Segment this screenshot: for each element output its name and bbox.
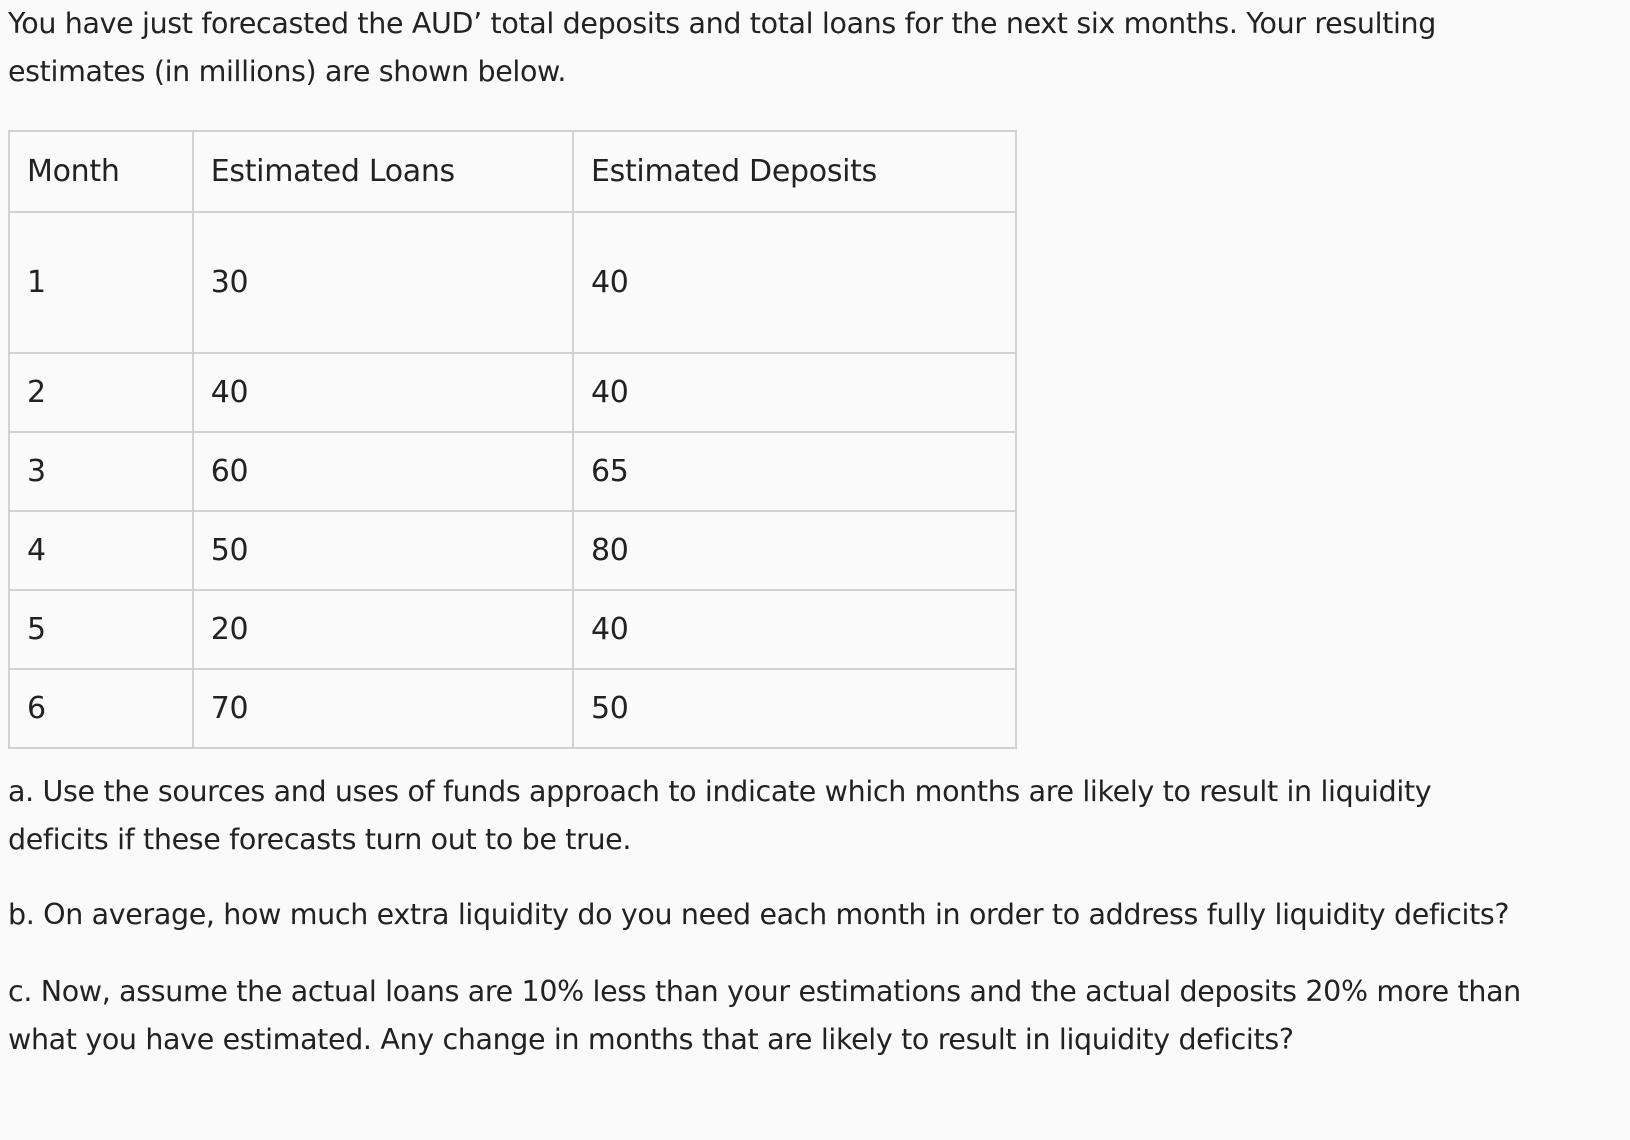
table-row bbox=[9, 353, 1016, 432]
cell-loans: 60 bbox=[193, 432, 573, 511]
table-row bbox=[9, 432, 1016, 511]
table-row bbox=[9, 511, 1016, 590]
cell-deposits: 65 bbox=[573, 432, 1016, 511]
table-header-row bbox=[9, 131, 1016, 212]
cell-month: 2 bbox=[9, 353, 193, 432]
cell-deposits: 40 bbox=[573, 590, 1016, 669]
table-row bbox=[9, 590, 1016, 669]
table-row bbox=[9, 212, 1016, 353]
cell-loans: 50 bbox=[193, 511, 573, 590]
cell-deposits: 50 bbox=[573, 669, 1016, 748]
cell-loans: 40 bbox=[193, 353, 573, 432]
question-c: c. Now, assume the actual loans are 10% less than your estimations and the actual deposits 20% more than what you have estimated. Any change in months that are likely to result in liquidity deficits? bbox=[8, 975, 1521, 1056]
question-a: a. Use the sources and uses of funds approach to indicate which months are likely to result in liquidity deficits if these forecasts turn out to be true. bbox=[8, 775, 1432, 856]
header-estimated-loans: Estimated Loans bbox=[193, 131, 573, 212]
cell-deposits: 40 bbox=[573, 353, 1016, 432]
header-estimated-deposits: Estimated Deposits bbox=[573, 131, 1016, 212]
cell-month: 6 bbox=[9, 669, 193, 748]
cell-month: 4 bbox=[9, 511, 193, 590]
header-month: Month bbox=[9, 131, 193, 212]
cell-loans: 20 bbox=[193, 590, 573, 669]
cell-month: 5 bbox=[9, 590, 193, 669]
cell-loans: 70 bbox=[193, 669, 573, 748]
table-row bbox=[9, 669, 1016, 748]
intro-paragraph: You have just forecasted the AUD’ total deposits and total loans for the next six months. Your resulting estimates (in millions) are shown below. bbox=[8, 7, 1436, 88]
cell-month: 3 bbox=[9, 432, 193, 511]
cell-deposits: 80 bbox=[573, 511, 1016, 590]
question-b: b. On average, how much extra liquidity do you need each month in order to address fully liquidity deficits? bbox=[8, 898, 1510, 931]
cell-month: 1 bbox=[9, 212, 193, 353]
cell-deposits: 40 bbox=[573, 212, 1016, 353]
cell-loans: 30 bbox=[193, 212, 573, 353]
forecast-table bbox=[8, 130, 1017, 749]
